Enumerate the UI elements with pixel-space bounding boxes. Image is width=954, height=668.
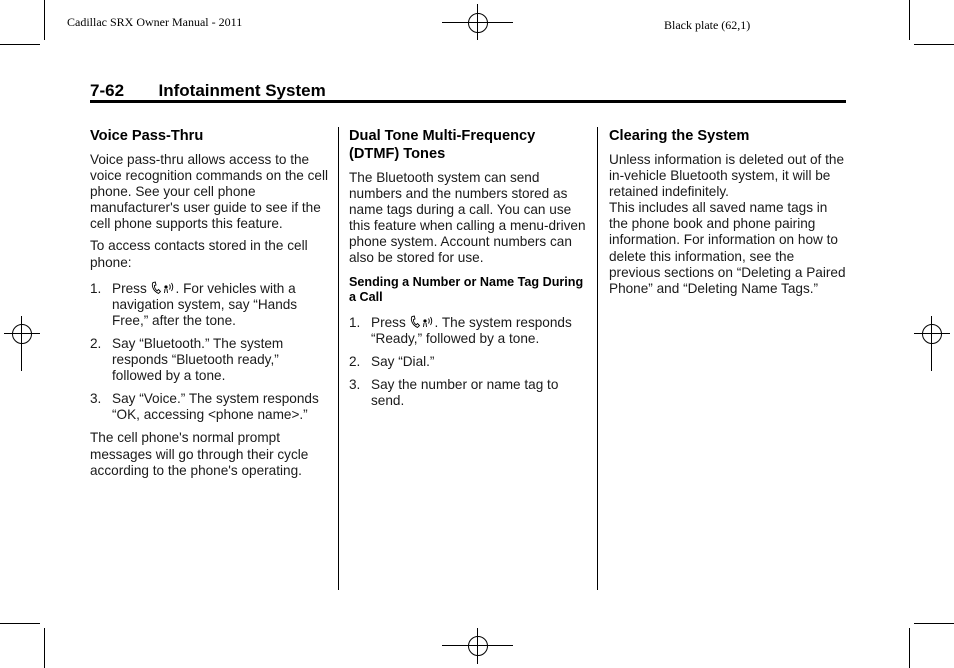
section-number: 7-62 [90,81,125,100]
phone-icon [410,315,421,329]
heading-clearing-system: Clearing the System [609,128,750,144]
paragraph: The cell phone's normal prompt messages will go through their cycle according to the phone's operating. [90,430,309,478]
voice-command-icon [163,281,175,295]
column-dtmf-tones [349,127,589,416]
list-item: 2. Say “Bluetooth.” The system responds “Bluetooth ready,” followed by a tone. [90,335,284,384]
column-voice-pass-thru [90,127,330,485]
heading-voice-pass-thru: Voice Pass-Thru [90,128,204,144]
list-item: 2. Say “Dial.” [349,353,435,369]
heading-dtmf-tones: Dual Tone Multi-Frequency (DTMF) Tones [349,128,536,162]
section-title: Infotainment System [158,81,326,100]
steps-list [349,315,589,409]
paragraph: Unless information is deleted out of the in-vehicle Bluetooth system, it will be retained indefinitely. [609,152,845,200]
heading-rule [90,100,846,103]
voice-command-icon [422,315,434,329]
list-item: 1. Press . For vehicles with a navigation system, say “Hands Free,” after the tone. [90,280,298,328]
list-item: 1. Press . The system responds “Ready,” followed by a tone. [349,314,572,346]
column-clearing-system [609,127,849,303]
phone-icon [151,281,162,295]
column-divider [597,127,598,590]
section-heading [90,81,326,101]
column-divider [338,127,339,590]
subheading-sending-number: Sending a Number or Name Tag During a Call [349,274,584,304]
paragraph: Voice pass-thru allows access to the voice recognition commands on the cell phone. See your cell phone manufacturer's user guide to see if the cell phone supports this feature. [90,152,329,232]
paragraph: This includes all saved name tags in the phone book and phone pairing information. For information on how to delete this information, see the previous sections on “Deleting a Paired Phone” and “Deleting Name Tags.” [609,200,846,296]
paragraph: To access contacts stored in the cell phone: [90,238,308,270]
running-header-left: Cadillac SRX Owner Manual - 2011 [67,15,243,29]
steps-list [90,281,330,424]
running-header-right: Black plate (62,1) [664,18,751,32]
list-item: 3. Say the number or name tag to send. [349,376,559,408]
list-item: 3. Say “Voice.” The system responds “OK, accessing <phone name>.” [90,391,319,423]
paragraph: The Bluetooth system can send numbers and the numbers stored as name tags during a call. You can use this feature when calling a menu-driven phone system. Account numbers can also be stored for use. [349,170,586,266]
